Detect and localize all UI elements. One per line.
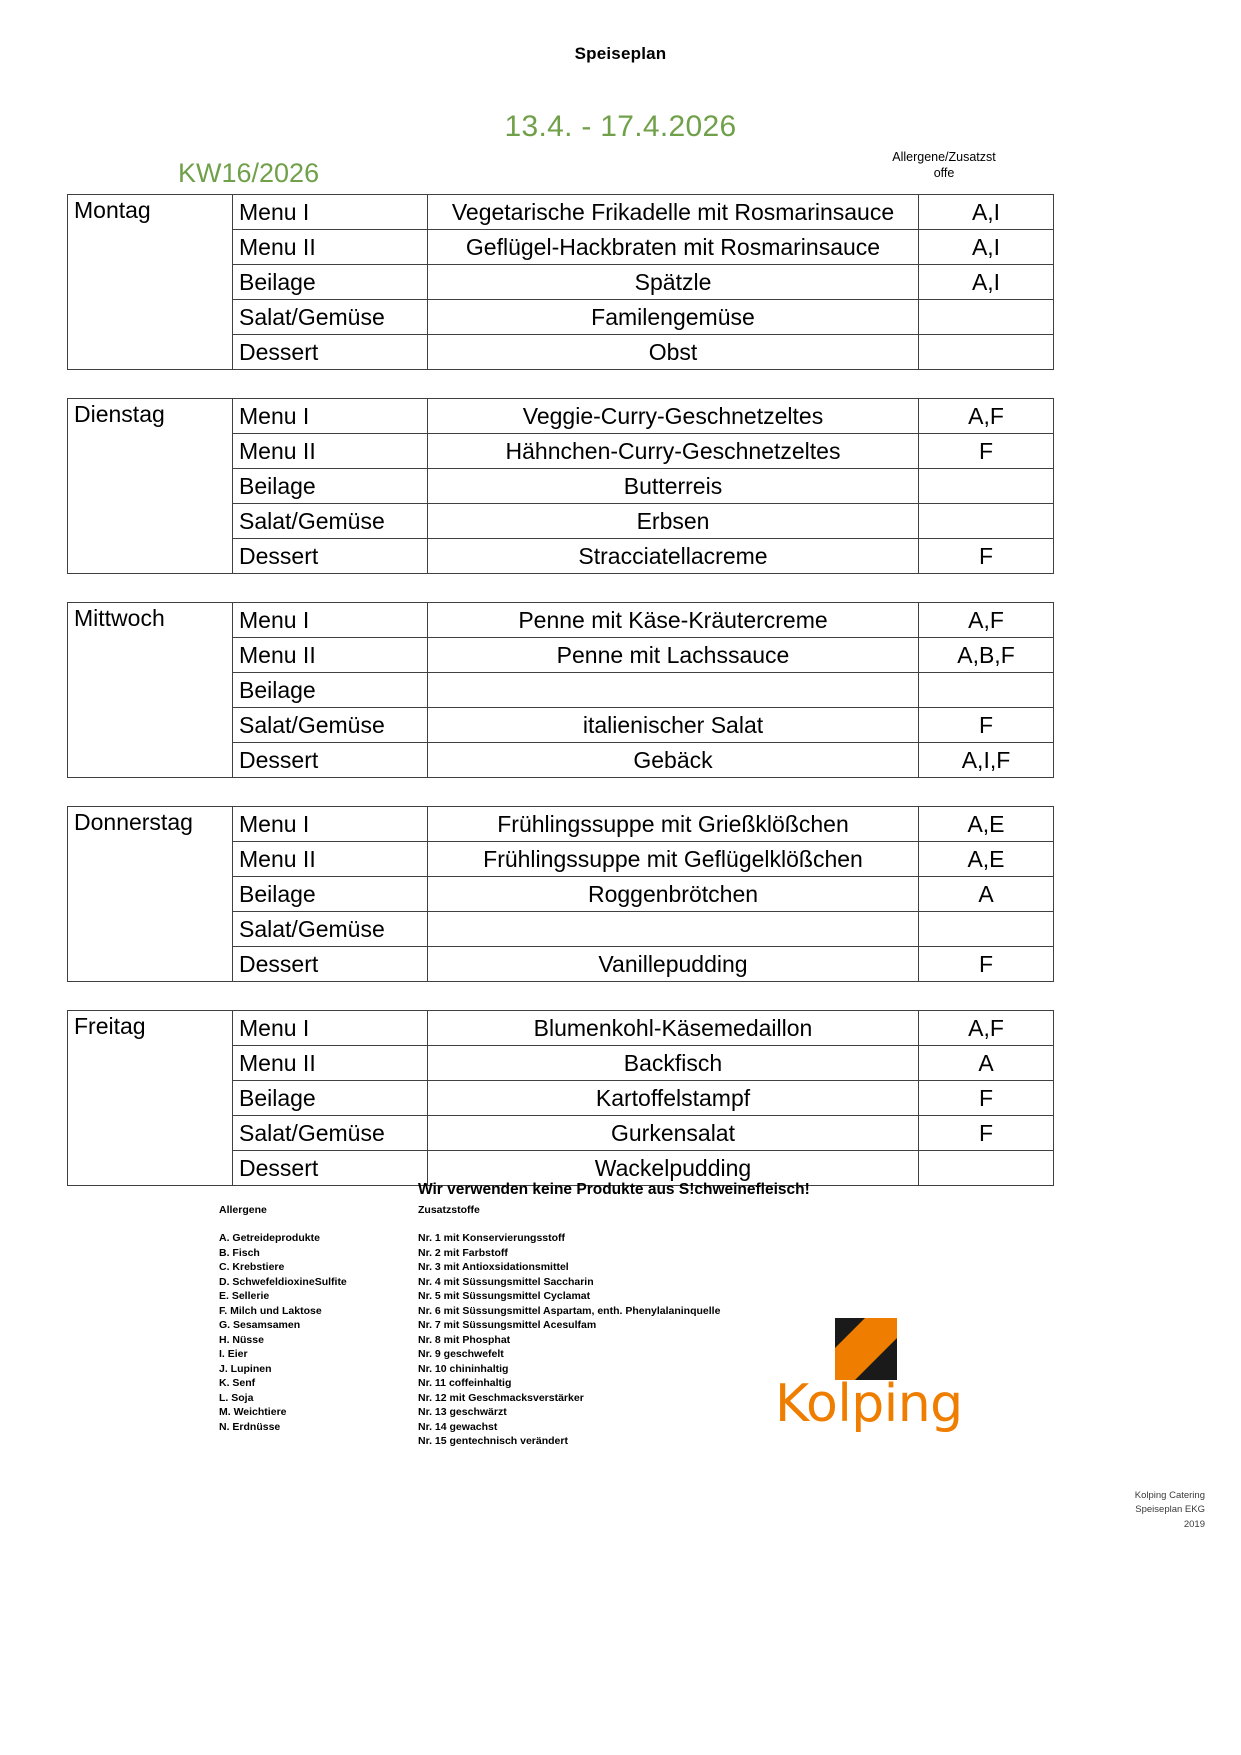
allergen-code-cell: F — [919, 434, 1054, 469]
day-name-cell: Mittwoch — [68, 603, 233, 778]
allergene-list-item: N. Erdnüsse — [219, 1420, 281, 1433]
allergen-code-cell: F — [919, 708, 1054, 743]
allergene-list-item: D. SchwefeldioxineSulfite — [219, 1275, 347, 1288]
dish-cell: Veggie-Curry-Geschnetzeltes — [428, 399, 919, 434]
dish-cell: italienischer Salat — [428, 708, 919, 743]
allergene-list — [219, 1231, 347, 1434]
allergene-list-item: E. Sellerie — [219, 1290, 270, 1303]
dish-cell: Kartoffelstampf — [428, 1081, 919, 1116]
allergene-list-item: G. Sesamsamen — [219, 1319, 301, 1332]
allergen-code-cell: A,F — [919, 1011, 1054, 1046]
zusatzstoffe-list-item: Nr. 1 mit Konservierungsstoff — [418, 1232, 566, 1245]
dish-cell: Spätzle — [428, 265, 919, 300]
dish-cell: Wackelpudding — [428, 1151, 919, 1186]
day-table-donnerstag — [67, 806, 1054, 982]
allergene-list-item: H. Nüsse — [219, 1333, 264, 1346]
dish-cell: Backfisch — [428, 1046, 919, 1081]
zusatzstoffe-list-item: Nr. 5 mit Süssungsmittel Cyclamat — [418, 1290, 591, 1303]
zusatzstoffe-list-item: Nr. 15 gentechnisch verändert — [418, 1435, 568, 1448]
dish-cell: Vanillepudding — [428, 947, 919, 982]
allergen-code-cell — [919, 1151, 1054, 1186]
allergene-list-item: L. Soja — [219, 1391, 254, 1404]
zusatzstoffe-list-item: Nr. 8 mit Phosphat — [418, 1333, 511, 1346]
zusatzstoffe-list-item: Nr. 7 mit Süssungsmittel Acesulfam — [418, 1319, 597, 1332]
dish-cell: Penne mit Käse-Kräutercreme — [428, 603, 919, 638]
allergen-column-header-line2: offe — [933, 165, 955, 180]
allergen-code-cell: A,I — [919, 230, 1054, 265]
dish-cell: Butterreis — [428, 469, 919, 504]
menu-category-cell: Dessert — [233, 1151, 428, 1186]
zusatzstoffe-list-item: Nr. 9 geschwefelt — [418, 1348, 504, 1361]
menu-category-cell: Beilage — [233, 265, 428, 300]
menu-category-cell: Menu I — [233, 399, 428, 434]
allergen-code-cell: A,F — [919, 399, 1054, 434]
allergen-code-cell: A — [919, 1046, 1054, 1081]
day-name-cell: Freitag — [68, 1011, 233, 1186]
allergene-legend-title: Allergene — [219, 1204, 267, 1216]
allergen-code-cell: A,I,F — [919, 743, 1054, 778]
menu-category-cell: Dessert — [233, 335, 428, 370]
day-name-cell: Dienstag — [68, 399, 233, 574]
day-table-mittwoch — [67, 602, 1054, 778]
allergene-legend — [219, 1203, 347, 1434]
allergene-list-item: B. Fisch — [219, 1246, 260, 1259]
menu-category-cell: Salat/Gemüse — [233, 708, 428, 743]
menu-category-cell: Beilage — [233, 469, 428, 504]
menu-category-cell: Beilage — [233, 1081, 428, 1116]
dish-cell: Frühlingssuppe mit Geflügelklößchen — [428, 842, 919, 877]
zusatzstoffe-list-item: Nr. 13 geschwärzt — [418, 1406, 507, 1419]
menu-category-cell: Salat/Gemüse — [233, 504, 428, 539]
allergen-code-cell — [919, 300, 1054, 335]
allergen-code-cell: F — [919, 539, 1054, 574]
allergen-code-cell — [919, 912, 1054, 947]
allergen-code-cell: F — [919, 1081, 1054, 1116]
menu-category-cell: Menu I — [233, 195, 428, 230]
allergen-code-cell: A — [919, 877, 1054, 912]
dish-cell — [428, 912, 919, 947]
allergen-code-cell — [919, 673, 1054, 708]
dish-cell: Stracciatellacreme — [428, 539, 919, 574]
doc-ref-line-2: Speiseplan EKG — [1135, 1504, 1205, 1516]
allergene-list-item: K. Senf — [219, 1377, 256, 1390]
allergene-list-item: I. Eier — [219, 1348, 248, 1361]
dish-cell — [428, 673, 919, 708]
menu-category-cell: Dessert — [233, 743, 428, 778]
table-row — [68, 807, 1054, 842]
menu-category-cell: Menu I — [233, 1011, 428, 1046]
zusatzstoffe-list-item: Nr. 3 mit Antioxsidationsmittel — [418, 1261, 569, 1274]
dish-cell: Roggenbrötchen — [428, 877, 919, 912]
menu-category-cell: Menu II — [233, 434, 428, 469]
menu-category-cell: Salat/Gemüse — [233, 300, 428, 335]
kolping-wordmark: Kolping — [775, 1374, 963, 1434]
menu-category-cell: Menu II — [233, 638, 428, 673]
allergen-column-header — [880, 150, 1008, 181]
zusatzstoffe-list-item: Nr. 2 mit Farbstoff — [418, 1246, 508, 1259]
allergen-code-cell: A,B,F — [919, 638, 1054, 673]
doc-ref-line-3: 2019 — [1183, 1518, 1205, 1530]
menu-category-cell: Menu II — [233, 1046, 428, 1081]
allergen-column-header-line1: Allergene/Zusatzst — [892, 150, 996, 164]
allergene-list-item: F. Milch und Laktose — [219, 1304, 322, 1317]
kolping-logo — [775, 1318, 995, 1438]
dish-cell: Geflügel-Hackbraten mit Rosmarinsauce — [428, 230, 919, 265]
doc-ref-line-1: Kolping Catering — [1134, 1490, 1205, 1501]
dish-cell: Vegetarische Frikadelle mit Rosmarinsauce — [428, 195, 919, 230]
date-range: 13.4. - 17.4.2026 — [504, 110, 737, 143]
dish-cell: Familengemüse — [428, 300, 919, 335]
zusatzstoffe-list-item: Nr. 14 gewachst — [418, 1420, 498, 1433]
menu-category-cell: Menu II — [233, 230, 428, 265]
table-row — [68, 603, 1054, 638]
zusatzstoffe-list-item: Nr. 10 chininhaltig — [418, 1362, 509, 1375]
menu-category-cell: Salat/Gemüse — [233, 912, 428, 947]
zusatzstoffe-list-item: Nr. 12 mit Geschmacksverstärker — [418, 1391, 584, 1404]
allergen-code-cell — [919, 469, 1054, 504]
zusatzstoffe-list-item: Nr. 4 mit Süssungsmittel Saccharin — [418, 1275, 594, 1288]
allergen-code-cell: F — [919, 1116, 1054, 1151]
allergene-list-item: A. Getreideprodukte — [219, 1232, 320, 1245]
day-table-freitag — [67, 1010, 1054, 1186]
allergen-code-cell — [919, 504, 1054, 539]
menu-category-cell: Menu I — [233, 807, 428, 842]
dish-cell: Erbsen — [428, 504, 919, 539]
document-reference — [1135, 1489, 1205, 1532]
allergene-list-item: M. Weichtiere — [219, 1406, 287, 1419]
allergen-code-cell: A,E — [919, 807, 1054, 842]
table-row — [68, 399, 1054, 434]
allergen-code-cell — [919, 335, 1054, 370]
zusatzstoffe-list-item: Nr. 11 coffeinhaltig — [418, 1377, 512, 1390]
dish-cell: Blumenkohl-Käsemedaillon — [428, 1011, 919, 1046]
menu-category-cell: Menu II — [233, 842, 428, 877]
allergen-code-cell: F — [919, 947, 1054, 982]
day-name-cell: Montag — [68, 195, 233, 370]
kolping-k-mark-icon — [835, 1318, 897, 1380]
dish-cell: Obst — [428, 335, 919, 370]
no-pork-note: Wir verwenden keine Produkte aus S!chweinefleisch! — [418, 1181, 810, 1198]
calendar-week-label: KW16/2026 — [178, 158, 320, 188]
table-row — [68, 1011, 1054, 1046]
allergen-code-cell: A,E — [919, 842, 1054, 877]
allergene-list-item: J. Lupinen — [219, 1362, 272, 1375]
day-table-montag — [67, 194, 1054, 370]
day-table-dienstag — [67, 398, 1054, 574]
menu-category-cell: Beilage — [233, 877, 428, 912]
page-title: Speiseplan — [574, 44, 667, 63]
dish-cell: Gebäck — [428, 743, 919, 778]
menu-category-cell: Dessert — [233, 539, 428, 574]
dish-cell: Penne mit Lachssauce — [428, 638, 919, 673]
dish-cell: Gurkensalat — [428, 1116, 919, 1151]
zusatzstoffe-list-item: Nr. 6 mit Süssungsmittel Aspartam, enth. Phenylalaninquelle — [418, 1304, 721, 1317]
allergen-code-cell: A,F — [919, 603, 1054, 638]
menu-category-cell: Salat/Gemüse — [233, 1116, 428, 1151]
zusatzstoffe-legend — [418, 1203, 720, 1449]
menu-category-cell: Menu I — [233, 603, 428, 638]
zusatzstoffe-legend-title: Zusatzstoffe — [418, 1204, 480, 1216]
menu-category-cell: Beilage — [233, 673, 428, 708]
day-name-cell: Donnerstag — [68, 807, 233, 982]
allergen-code-cell: A,I — [919, 265, 1054, 300]
dish-cell: Hähnchen-Curry-Geschnetzeltes — [428, 434, 919, 469]
table-row — [68, 195, 1054, 230]
menu-category-cell: Dessert — [233, 947, 428, 982]
dish-cell: Frühlingssuppe mit Grießklößchen — [428, 807, 919, 842]
zusatzstoffe-list — [418, 1231, 720, 1448]
allergene-list-item: C. Krebstiere — [219, 1261, 285, 1274]
allergen-code-cell: A,I — [919, 195, 1054, 230]
